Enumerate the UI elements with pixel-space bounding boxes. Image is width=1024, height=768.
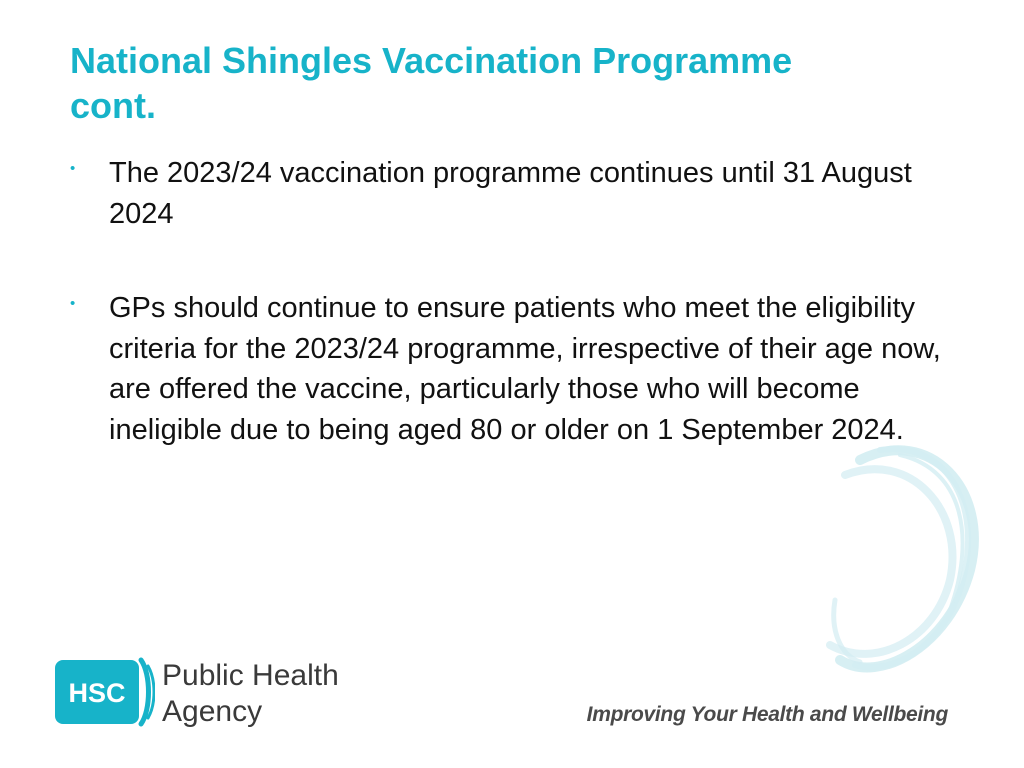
logo-text-line-1: Public Health — [162, 659, 339, 692]
logo-text-line-2: Agency — [162, 695, 263, 728]
logo-abbrev: HSC — [68, 678, 126, 708]
bullet-text: GPs should continue to ensure patients who meet the eligibility criteria for the 2023/24 programme, irrespective of their age now, are offered the vaccine, particularly those who will become ineligible due to being aged 80 or older on 1 September 2024. — [109, 292, 941, 446]
bullet-text: The 2023/24 vaccination programme continues until 31 August 2024 — [109, 157, 912, 230]
slide-title — [70, 38, 950, 128]
bullet-item — [70, 153, 950, 234]
bullet-dot-icon: • — [70, 295, 76, 312]
slide-title-line-2: cont. — [70, 85, 156, 126]
bullet-dot-icon: • — [70, 160, 76, 177]
slide-title-line-1: National Shingles Vaccination Programme — [70, 40, 793, 81]
logo-text — [162, 658, 339, 730]
decorative-swirl-icon — [800, 430, 990, 680]
tagline: Improving Your Health and Wellbeing — [586, 703, 948, 726]
hsc-logo-mark-icon — [55, 656, 155, 728]
bullet-item — [70, 288, 950, 450]
hsc-public-health-agency-logo — [55, 656, 355, 736]
bullet-list — [70, 153, 950, 450]
